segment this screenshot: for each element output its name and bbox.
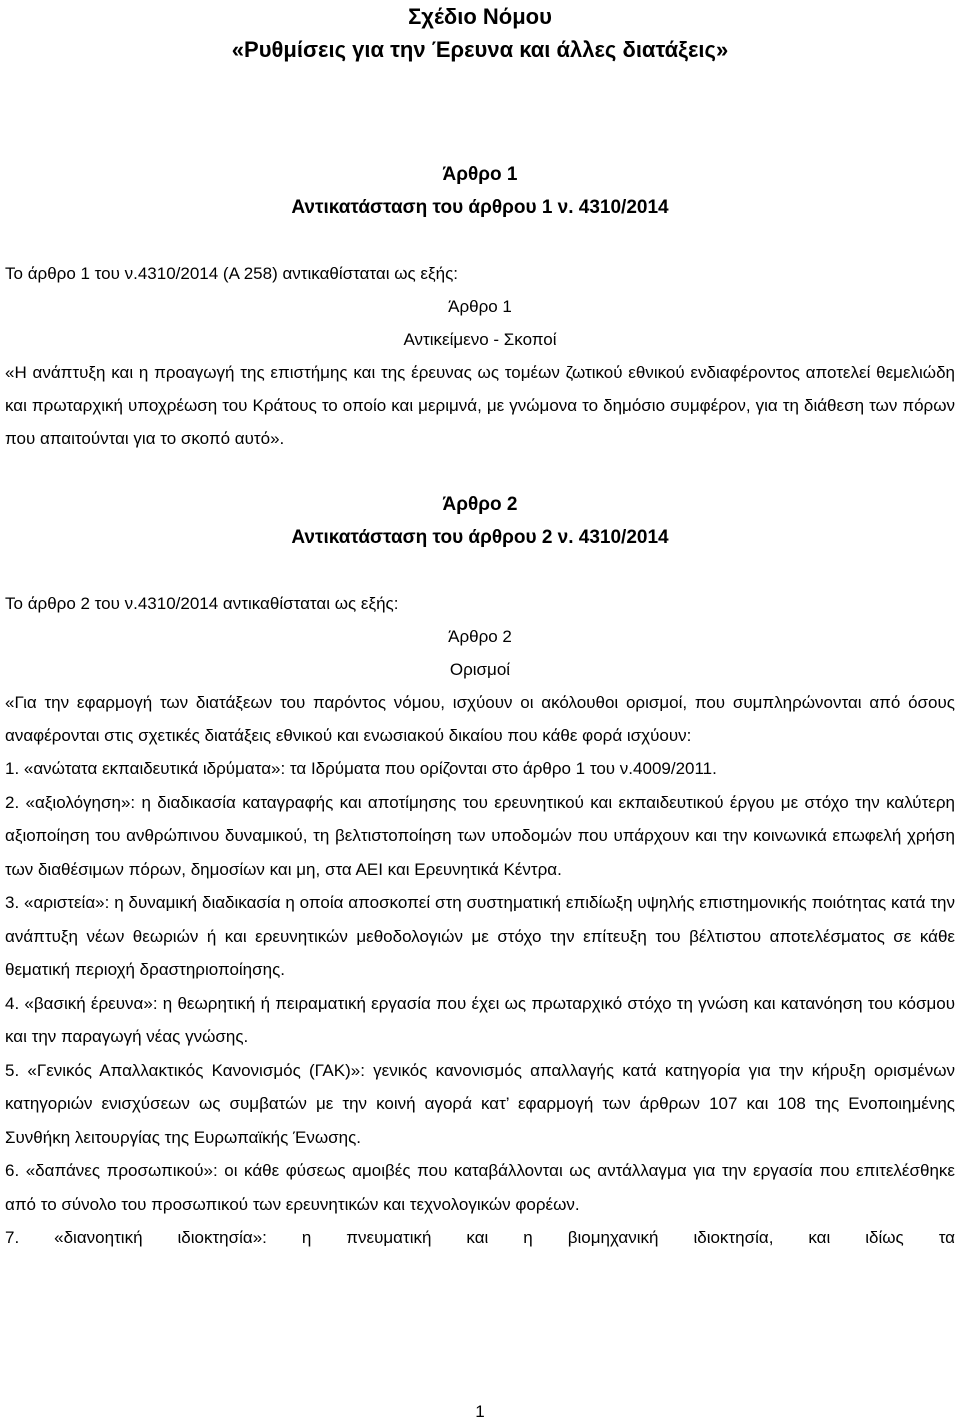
- article-1-subheading: Αντικατάσταση του άρθρου 1 ν. 4310/2014: [291, 197, 669, 218]
- document-title: Σχέδιο Νόμου: [408, 4, 552, 29]
- definition-item: 5. «Γενικός Απαλλακτικός Κανονισμός (ΓΑΚ)»: γενικός κανονισμός απαλλαγής κατά κατηγορία για την κήρυξη ορισμένων κατηγοριών ενισχύσεων ως συμβατών με την κοινή αγορά κατ’ εφαρμογή των άρθρων 107 και 108 της Ενοποιημένης Συνθήκη λειτουργίας της Ευρωπαϊκής Ένωσης.: [5, 1060, 955, 1147]
- definition-item: 6. «δαπάνες προσωπικού»: οι κάθε φύσεως αμοιβές που καταβάλλονται ως αντάλλαγμα για την εργασία που επιτελέσθηκε από το σύνολο του προσωπικού των ερευνητικών και τεχνολογικών φορέων.: [5, 1161, 955, 1214]
- article-1-body: «Η ανάπτυξη και η προαγωγή της επιστήμης και της έρευνας ως τομέων ζωτικού εθνικού ενδιαφέροντος αποτελεί θεμελιώδη και πρωταρχική υποχρέωση του Κράτους το οποίο και μεριμνά, με γνώμονα το δημόσιο συμφέρον, για τη διάθεση των πόρων που απαιτούνται για το σκοπό αυτό».: [5, 363, 955, 448]
- article-1: [5, 158, 955, 455]
- definition-item: 7. «διανοητική ιδιοκτησία»: η πνευματική και η βιομηχανική ιδιοκτησία, και ιδίως τα: [5, 1228, 955, 1247]
- document-subtitle: «Ρυθμίσεις για την Έρευνα και άλλες διατάξεις»: [231, 37, 729, 62]
- article-2-inner-heading: Άρθρο 2: [448, 627, 512, 646]
- article-2: [5, 488, 955, 1255]
- article-1-inner-subheading: Αντικείμενο - Σκοποί: [403, 330, 557, 349]
- article-1-intro: Το άρθρο 1 του ν.4310/2014 (Α 258) αντικαθίσταται ως εξής:: [5, 264, 458, 283]
- definition-item: 4. «βασική έρευνα»: η θεωρητική ή πειραματική εργασία που έχει ως πρωταρχικό στόχο τη γνώση και κατανόηση του κόσμου και την παραγωγή νέας γνώσης.: [5, 993, 955, 1046]
- article-1-inner-heading: Άρθρο 1: [448, 297, 512, 316]
- definition-item: 2. «αξιολόγηση»: η διαδικασία καταγραφής και αποτίμησης του ερευνητικού και εκπαιδευτικού έργου με στόχο την καλύτερη αξιοποίηση του ανθρώπινου δυναμικού, τη βελτιστοποίηση των υποδομών που υπάρχουν και την κοινωνικά επωφελή χρήση των διαθέσιμων πόρων, δημοσίων και μη, στα ΑΕΙ και Ερευνητικά Κέντρα.: [5, 792, 955, 879]
- article-1-heading: Άρθρο 1: [442, 164, 518, 185]
- article-2-subheading: Αντικατάσταση του άρθρου 2 ν. 4310/2014: [291, 527, 669, 548]
- definition-item: 3. «αριστεία»: η δυναμική διαδικασία η οποία αποσκοπεί στη συστηματική επιδίωξη υψηλής επιστημονικής ποιότητας κατά την ανάπτυξη νέων θεωριών ή και ερευνητικών μεθοδολογιών με στόχο την επίτευξη του βέλτιστου αποτελέσματος σε κάθε θεματική περιοχή δραστηριοποίησης.: [5, 893, 955, 979]
- article-2-inner-subheading: Ορισμοί: [449, 660, 511, 679]
- definition-item: 1. «ανώτατα εκπαιδευτικά ιδρύματα»: τα Ιδρύματα που ορίζονται στο άρθρο 1 του ν.4009/2011.: [5, 759, 717, 778]
- document-page: [5, 0, 955, 1255]
- spacer: [5, 66, 955, 158]
- page-number: 1: [475, 1402, 485, 1421]
- article-2-heading: Άρθρο 2: [442, 494, 518, 515]
- article-2-intro: Το άρθρο 2 του ν.4310/2014 αντικαθίσταται ως εξής:: [5, 594, 399, 613]
- article-2-body: «Για την εφαρμογή των διατάξεων του παρόντος νόμου, ισχύουν οι ακόλουθοι ορισμοί, που συμπληρώνονται από όσους αναφέρονται στις σχετικές διατάξεις εθνικού και ενωσιακού δικαίου που κάθε φορά ισχύουν:: [5, 693, 955, 745]
